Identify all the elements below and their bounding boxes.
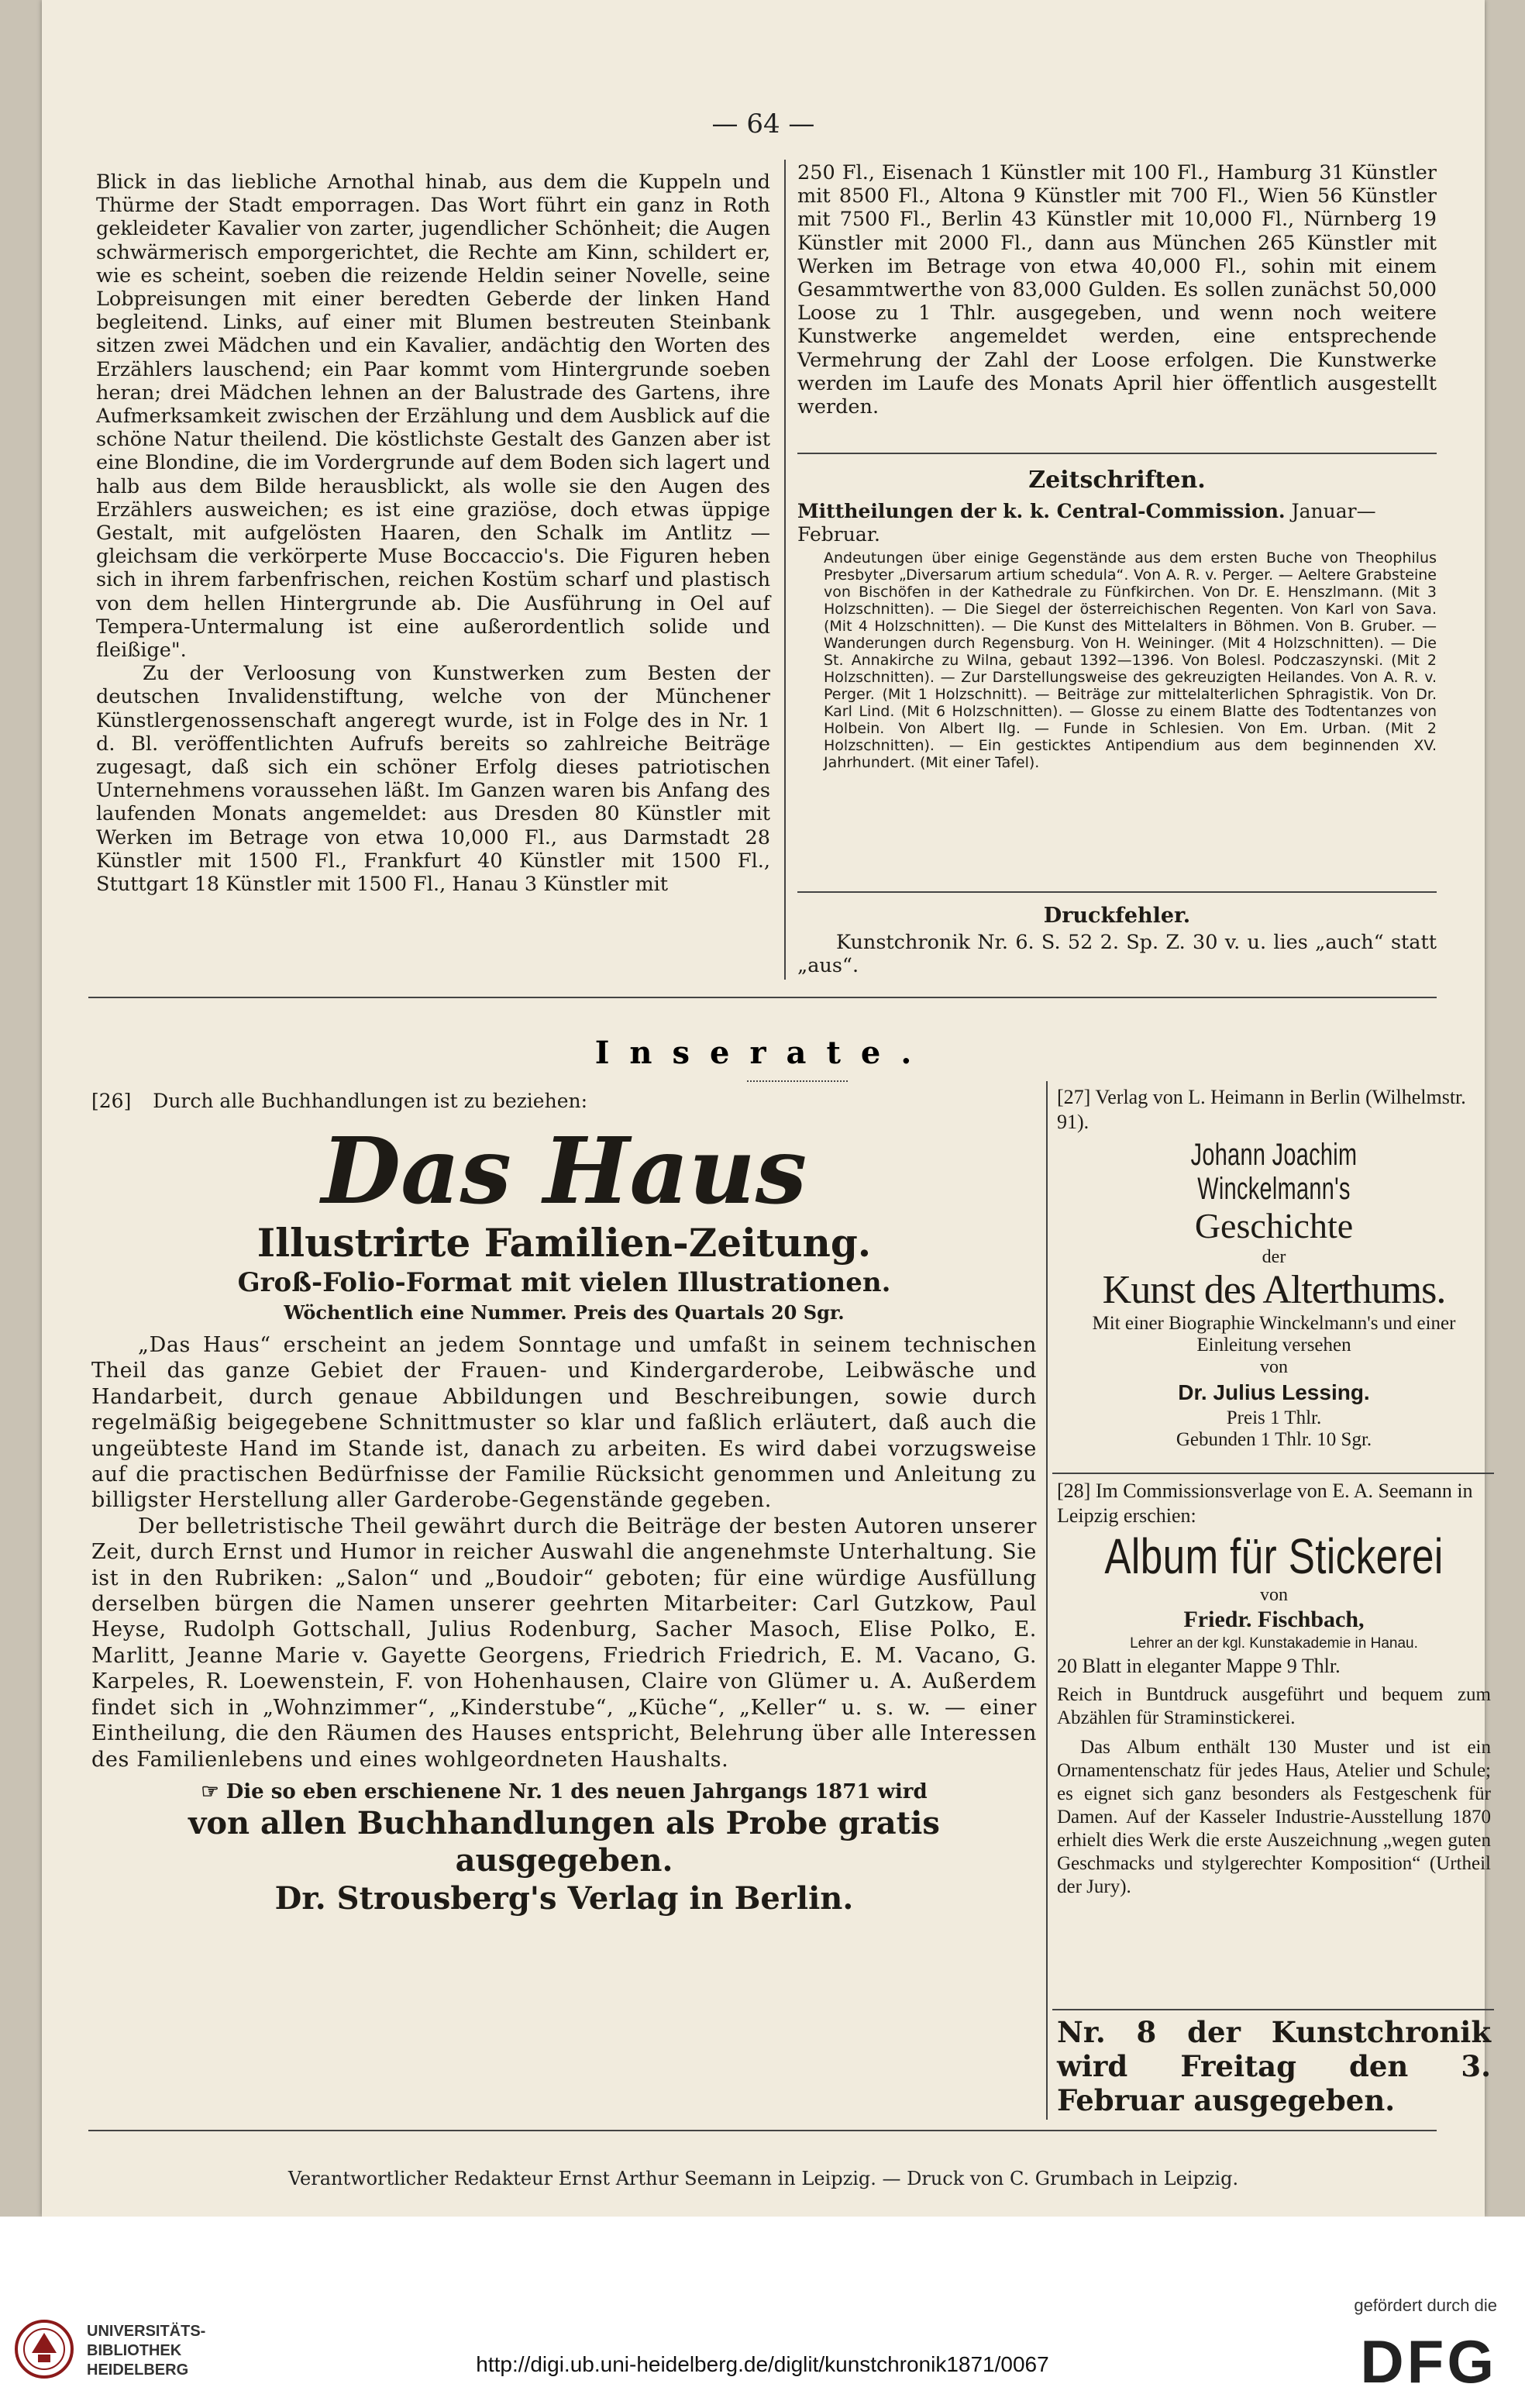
ad-intro: Verlag von L. Heimann in Berlin (Wilhelmstr. 91). (1057, 1086, 1466, 1133)
library-name-line: HEIDELBERG (87, 2361, 189, 2379)
druckfehler-section (797, 897, 1437, 977)
ad-title: Geschichte (1194, 1206, 1354, 1245)
ad-intro: Durch alle Buchhandlungen ist zu beziehen: (153, 1090, 588, 1112)
library-name-line: BIBLIOTHEK (87, 2342, 182, 2359)
ad-intro: Im Commissionsverlage von E. A. Seemann in Leipzig erschien: (1057, 1480, 1473, 1527)
ad-intro-line (1057, 1479, 1491, 1528)
source-url[interactable]: http://digi.ub.uni-heidelberg.de/diglit/kunstchronik1871/0067 (476, 2352, 1049, 2376)
ad-body-2: Der belletristische Theil gewährt durch die Beiträge der besten Autoren unserer Zeit, durch Ernst und Humor in reicher Auswahl die angenehmste Unterhaltung. Sie ist in den Rubriken: „Salon“ und „Boudoir“ geboten; für eine würdige Ausfüllung derselben bürgen die Namen unserer geehrten Mitarbeiter: Carl Gutzkow, Paul Heyse, Rudolph Gottschall, Julius Rodenburg, Sacher Masoch, Elise Polko, E. Marlitt, Jeanne Marie v. Gayette Georgens, Friedrich Friedrich, E. M. Vacano, G. Karpeles, R. Loewenstein, F. von Hohenhausen, Claire von Glümer u. A. Außerdem findet sich in „Wohnzimmer“, „Kinderstube“, „Küche“, „Keller“ u. s. w. — einer Eintheilung, die den Räumen des Hauses entspricht, Belehrung über alle Interessen des Familienlebens und eines wohlgeordneten Haushalts. (91, 1514, 1037, 1772)
ad-body: „Das Haus“ erscheint an jedem Sonntage und umfaßt in seinem technischen Theil das ganze Gebiet der Frauen- und Kindergarderobe, Leibwäsche und Handarbeit, durch genaue Abbildungen und Beschreibungen, sowie durch regelmäßig beigegebene Schnittmuster so klar und faßlich erläutert, daß auch die ungeübteste Hand im Stande ist, danach zu arbeiten. Es wird dabei vorzugsweise auf die practischen Bedürfnisse der Familie Rücksicht genommen und Anleitung zu billigster Herstellung aller Garderobe-Gegenstände gegeben. (91, 1333, 1037, 1513)
section-divider (797, 891, 1437, 893)
ad-format: Groß-Folio-Format mit vielen Illustrationen. (237, 1267, 891, 1298)
article-paragraph: Zu der Verloosung von Kunstwerken zum Besten der deutschen Invalidenstiftung, welche von der Münchener Künstlergenossenschaft angeregt wurde, ist in Folge des in Nr. 1 d. Bl. veröffentlichten Aufrufs bereits so zahlreiche Beiträge zugesagt, daß sich ein schöner Erfolg dieses patriotischen Unternehmens voraussehen läßt. Im Ganzen waren bis Anfang des laufenden Monats angemeldet: aus Dresden 80 Künstler mit Werken im Betrage von etwa 10,000 Fl., aus Darmstadt 28 Künstler mit 1500 Fl., Frankfurt 40 Künstler mit 1500 Fl., Stuttgart 18 Künstler mit 1500 Fl., Hanau 3 Künstler mit (96, 662, 770, 897)
article-left-column (96, 171, 770, 896)
ad-subject: Kunst des Alterthums. (1102, 1268, 1446, 1312)
section-heading: Zeitschriften. (1028, 467, 1206, 494)
ad-contents: 20 Blatt in eleganter Mappe 9 Thlr. (1057, 1655, 1341, 1677)
section-heading: Druckfehler. (1043, 904, 1191, 928)
zeitschriften-section (797, 460, 1437, 771)
ad-price: Preis 1 Thlr. (1226, 1407, 1322, 1428)
ad-subtitle: Illustrirte Familien-Zeitung. (256, 1220, 872, 1266)
imprint: Verantwortlicher Redakteur Ernst Arthur Seemann in Leipzig. — Druck von C. Grumbach in Leipzig. (287, 2168, 1239, 2189)
section-divider (797, 453, 1437, 454)
ad-name: Johann Joachim Winckelmann's (1190, 1138, 1358, 1206)
page-number: — 64 — (711, 109, 815, 140)
digitization-footer (0, 2217, 1525, 2408)
ornament-rule (747, 1076, 848, 1082)
column-divider (784, 160, 786, 980)
ad-winckelmann (1057, 1085, 1491, 1451)
ad-divider (1052, 1473, 1494, 1474)
dfg-logo: DFG (1360, 2327, 1497, 2396)
ad-number: [27] (1057, 1086, 1091, 1108)
druckfehler-text: Kunstchronik Nr. 6. S. 52 2. Sp. Z. 30 v. u. lies „auch“ statt „aus“. (797, 931, 1437, 978)
page-rule (88, 2130, 1437, 2131)
ad-desc: Mit einer Biographie Winckelmann's und einer Einleitung versehen (1092, 1313, 1456, 1356)
page-rule (88, 997, 1437, 998)
newspaper-page (42, 0, 1491, 2217)
funded-by-label: gefördert durch die (1354, 2296, 1497, 2315)
ad-author: Friedr. Fischbach, (1183, 1607, 1365, 1632)
ad-publisher: Dr. Strousberg's Verlag in Berlin. (274, 1879, 854, 1917)
ad-von: von (1260, 1585, 1288, 1605)
ad-der: der (1262, 1247, 1286, 1267)
ad-album-stickerei (1057, 1479, 1491, 1899)
ad-notice (91, 1779, 1037, 1805)
ad-next-issue: Nr. 8 der Kunstchronik wird Freitag den 3. Februar ausgegeben. (1057, 2015, 1491, 2117)
ad-notice-text: Die so eben erschienene Nr. 1 des neuen Jahrgangs 1871 wird (225, 1779, 928, 1803)
article-right-column (797, 161, 1437, 419)
hand-pointer-icon: ☞ (201, 1779, 219, 1803)
ad-title: Album für Stickerei (1104, 1528, 1444, 1584)
ad-von: von (1260, 1357, 1288, 1377)
ad-author: Dr. Julius Lessing. (1178, 1380, 1370, 1404)
ad-notice-2: von allen Buchhandlungen als Probe gratis ausgegeben. (188, 1804, 940, 1879)
ad-number: [26] (91, 1090, 132, 1112)
library-name-line: UNIVERSITÄTS- (87, 2323, 206, 2340)
ad-intro-line (91, 1089, 1037, 1114)
ad-body: Das Album enthält 130 Muster und ist ein Ornamentenschatz für jedes Haus, Atelier und Schule; es eignet sich ganz besonders als Festgeschenk für Damen. Auf der Kasseler Industrie-Ausstellung 1870 erhielt dies Werk die erste Auszeichnung „wegen guten Geschmacks und stylgerechter Komposition“ (Urtheil der Jury). (1057, 1737, 1491, 1897)
ad-title: Das Haus (321, 1117, 807, 1225)
inserate-heading: Inserate. (594, 1035, 932, 1071)
journal-title: Mittheilungen der k. k. Central-Commission. (797, 500, 1286, 522)
ad-weekly: Wöchentlich eine Nummer. Preis des Quartals 20 Sgr. (284, 1301, 845, 1324)
journal-contents: Andeutungen über einige Gegenstände aus dem ersten Buche von Theophilus Presbyter „Diversarum artium schedula“. Von A. R. v. Perger. — Aeltere Grabsteine von Bischöfen in der Kathedrale zu Fünfkirchen. Von Dr. E. Henszlmann. (Mit 3 Holzschnitten). — Die Siegel der österreichischen Regenten. Von Karl von Sava. (Mit 4 Holzschnitten). — Die Kunst des Mittelalters in Böhmen. Von B. Gruber. — Wanderungen durch Regensburg. Von H. Weininger. (Mit 4 Holzschnitten). — Die St. Annakirche zu Wilna, gebaut 1392—1396. Von Bolesl. Podczaszynski. (Mit 2 Holzschnitten). — Zur Darstellungsweise des gekreuzigten Heilandes. Von A. R. v. Perger. (Mit 1 Holzschnitt). — Beiträge zur mittelalterlichen Sphragistik. Von Dr. Karl Lind. (Mit 6 Holzschnitten). — Glosse zu einem Blatte des Todtentanzes von Holbein. Von Albert Ilg. — Funde in Schlesien. Von Em. Urban. (Mit 2 Holzschnitten). — Ein gesticktes Antipendium aus dem beginnenden XV. Jahrhundert. (Mit einer Tafel). (824, 549, 1437, 771)
ad-intro-line (1057, 1085, 1491, 1135)
ad-desc: Reich in Buntdruck ausgeführt und bequem zum Abzählen für Straminstickerei. (1057, 1684, 1491, 1728)
ad-number: [28] (1057, 1480, 1091, 1502)
article-paragraph: Blick in das liebliche Arnothal hinab, aus dem die Kuppeln und Thürme der Stadt emporragen. Das Wort führt ein ganz in Roth gekleideter Kavalier von zarter, jugendlicher Schönheit; die Augen schwärmerisch emporgerichtet, die Rechte am Kinn, schildert er, wie es scheint, soeben die reizende Heldin seiner Novelle, seine Lobpreisungen mit einer beredten Geberde der linken Hand begleitend. Links, auf einer mit Blumen bestreuten Steinbank sitzen zwei Mädchen und ein Kavalier, andächtig den Worten des Erzählers lauschend; ein Paar kommt vom Hintergrunde soeben heran; drei Mädchen lehnen an der Balustrade des Gartens, ihre Aufmerksamkeit zwischen der Erzählung und dem Ausblick auf die schöne Natur theilend. Die köstlichste Gestalt des Ganzen aber ist eine Blondine, die im Vordergrunde auf dem Boden sich lagert und halb aus dem Bilde herausblickt, als wolle sie den Augen des Erzählers ausweichen; es ist eine graziöse, doch etwas üppige Gestalt, mit aufgelösten Haaren, den Schalk im Antlitz — gleichsam die verkörperte Muse Boccaccio's. Die Figuren heben sich in ihrem farbenfrischen, reichen Kostüm scharf und plastisch von dem hellen Hintergrunde ab. Die Ausführung in Oel auf Tempera-Untermalung ist eine außerordentlich solide und fleißige". (96, 171, 770, 663)
journal-line (797, 500, 1437, 546)
journal-issue: Januar—Februar. (797, 500, 1376, 546)
ad-das-haus (91, 1089, 1037, 1918)
ad-price-bound: Gebunden 1 Thlr. 10 Sgr. (1176, 1429, 1372, 1450)
ad-divider (1052, 2009, 1494, 2010)
column-divider (1046, 1081, 1048, 2120)
article-paragraph: 250 Fl., Eisenach 1 Künstler mit 100 Fl., Hamburg 31 Künstler mit 8500 Fl., Altona 9 Künstler mit 700 Fl., Wien 56 Künstler mit 7500 Fl., Berlin 43 Künstler mit 10,000 Fl., Nürnberg 19 Künstler mit 2000 Fl., dann aus München 265 Künstler mit Werken im Betrage von etwa 40,000 Fl., sohin mit einem Gesammtwerthe von 83,000 Gulden. Es sollen zunächst 50,000 Loose zu 1 Thlr. ausgegeben, und wenn noch weitere Kunstwerke angemeldet werden, eine entsprechende Vermehrung der Zahl der Loose erfolgen. Die Kunstwerke werden im Laufe des Monats April hier öffentlich ausgestellt werden. (797, 161, 1437, 419)
ad-role: Lehrer an der kgl. Kunstakademie in Hanau. (1130, 1635, 1418, 1652)
